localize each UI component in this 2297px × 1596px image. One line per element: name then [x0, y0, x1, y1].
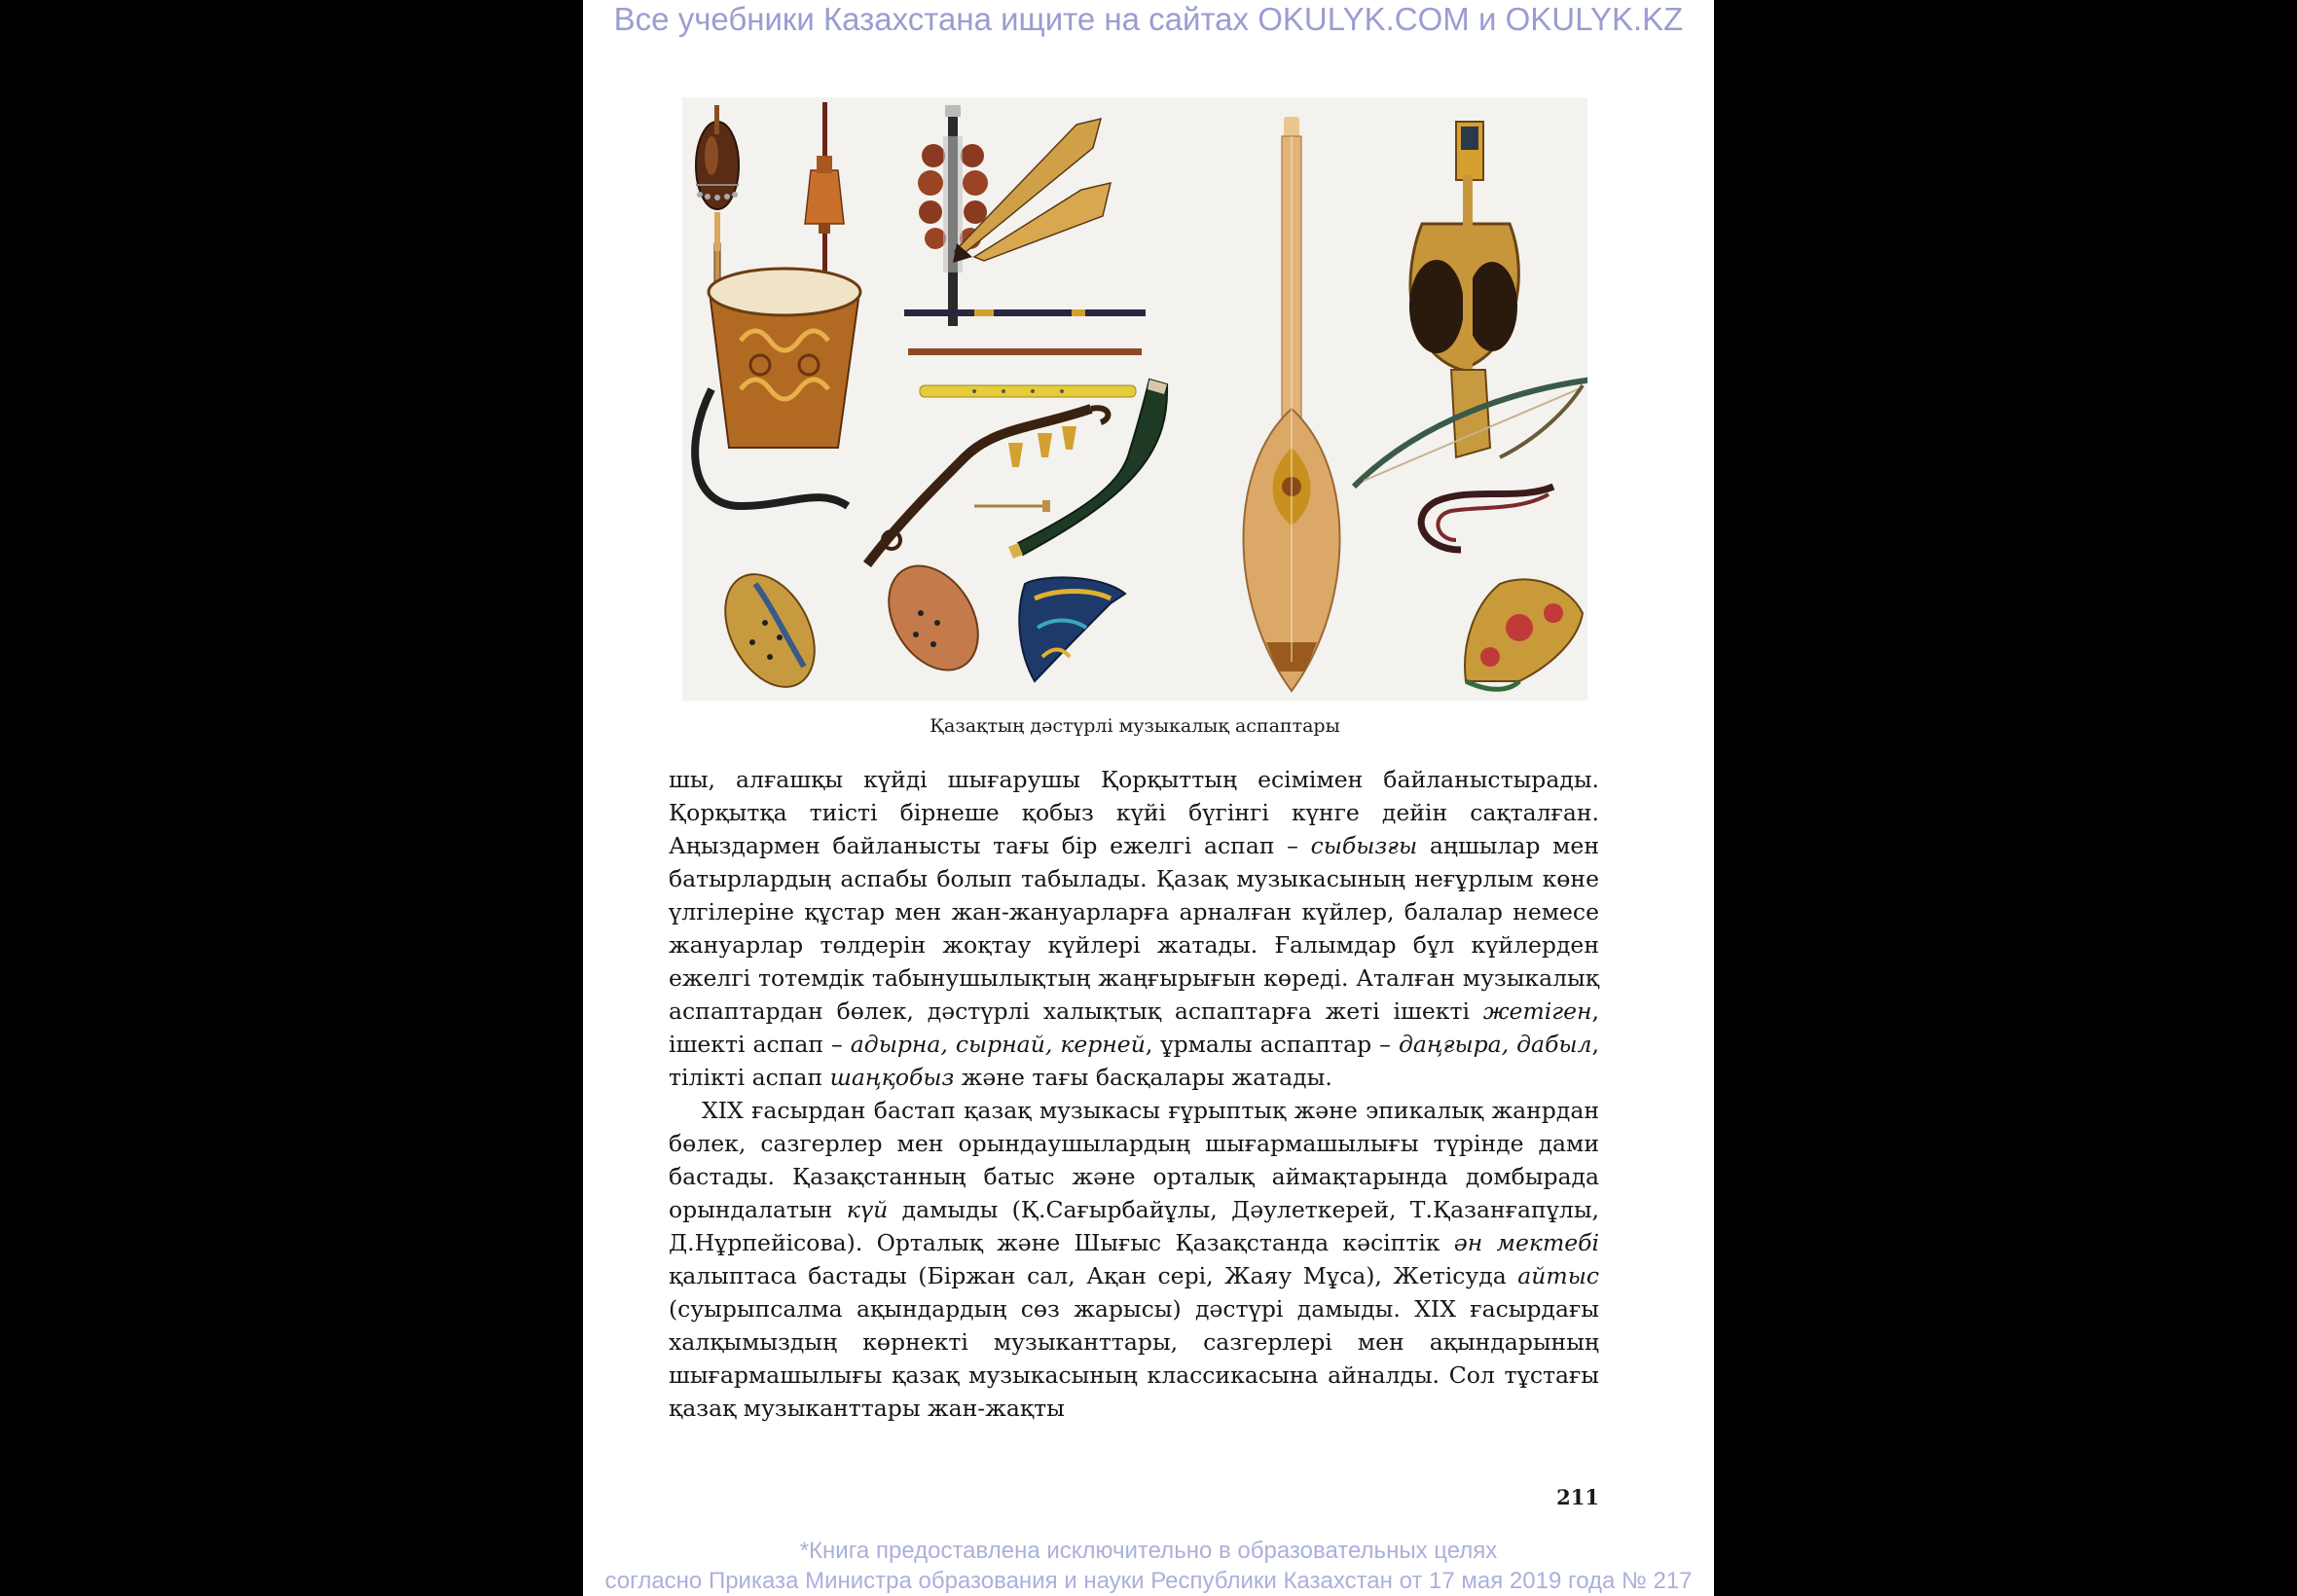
hat-icon	[1465, 579, 1583, 689]
text-span: , тілікті аспап	[669, 1031, 1599, 1091]
italic-term: адырна, сырнай, керней	[850, 1031, 1146, 1058]
flute-icons	[904, 309, 1146, 397]
italic-term: жетіген	[1482, 998, 1592, 1025]
watermark-bottom	[583, 1536, 1714, 1596]
dombra-icon	[1244, 117, 1340, 691]
ocarina-icons	[708, 550, 1125, 701]
italic-term: айтыс	[1517, 1262, 1599, 1289]
watermark-bottom-line-2: согласно Приказа Министра образования и науки Республики Казахстан от 17 мая 2019 года № 217	[604, 1568, 1693, 1594]
italic-term: күй	[846, 1196, 889, 1223]
italic-term: сыбызғы	[1310, 832, 1418, 859]
watermark-bottom-line-1: *Книга предоставлена исключительно в образовательных целях	[799, 1538, 1498, 1564]
jaw-harp-icon	[1421, 487, 1553, 550]
italic-term: даңғыра, дабыл	[1398, 1031, 1592, 1058]
page-number: 211	[1556, 1485, 1599, 1509]
text-span: XIX ғасырдан бастап қазақ музыкасы ғұрыптық және эпикалық жанрдан бөлек, сазгерлер мен орындаушылардың шығармашылығы түрінде дами бастады. Қазақстанның батыс және орталық аймақтарында домбырада орындалатын	[669, 1097, 1599, 1223]
paragraph-1	[669, 763, 1599, 1094]
text-span: және тағы басқалары жатады.	[954, 1064, 1332, 1091]
bow-icon	[867, 408, 1108, 564]
text-span: (суырыпсалма ақындардың сөз жарысы) дәстүрі дамыды. XIX ғасырдағы халқымыздың көрнекті музыканттары, сазгерлері мен ақындарының шығармашылығы қазақ музыкасының классикасына айналды. Сол тұстағы қазақ музыканттары жан-жақты	[669, 1295, 1599, 1422]
text-span: шы, алғашқы күйді шығарушы Қорқыттың есімімен байланыстырады. Қорқытқа тиісті бірнеше қобыз күйі бүгінгі күнге дейін сақталған. Аңыздармен байланысты тағы бір ежелгі аспап –	[669, 766, 1599, 859]
instruments-illustration	[682, 97, 1587, 701]
drum-icon	[695, 269, 860, 506]
text-span: аңшылар мен батырлардың аспабы болып табылады. Қазақ музыкасының неғұрлым көне үлгілеріне құстар мен жан-жануарларға арналған күйлер, балалар немесе жануарлар төлдерін жоқтау күйлері жатады. Ғалымдар бұл күйлерден ежелгі тотемдік табынушылықтың жаңғырығын көреді. Аталған музыкалық аспаптардан бөлек, дәстүрлі халықтық аспаптарға жеті ішекті	[669, 832, 1599, 1025]
text-span: , ұрмалы аспаптар –	[1145, 1031, 1399, 1058]
document-page	[583, 0, 1714, 1596]
italic-term: ән мектебі	[1453, 1229, 1599, 1256]
paragraph-2	[669, 1094, 1599, 1425]
text-span: дамыды (Қ.Сағырбайұлы, Дәулеткерей, Т.Қазанғапұлы, Д.Нұрпейісова). Орталық және Шығыс Қазақстанда кәсіптік	[669, 1196, 1599, 1256]
body-text	[669, 763, 1599, 1425]
italic-term: шаңқобыз	[829, 1064, 955, 1091]
watermark-top: Все учебники Казахстана ищите на сайтах OKULYK.COM и OKULYK.KZ	[613, 1, 1684, 37]
text-span: қалыптаса бастады (Біржан сал, Ақан сері, Жаяу Мұса), Жетісуда	[669, 1262, 1518, 1289]
illustration-caption: Қазақтың дәстүрлі музыкалық аспаптары	[930, 715, 1340, 737]
text-span: , ішекті аспап –	[669, 998, 1599, 1058]
kobyz-icon	[1354, 122, 1587, 487]
shaman-staff-icon	[918, 105, 988, 326]
